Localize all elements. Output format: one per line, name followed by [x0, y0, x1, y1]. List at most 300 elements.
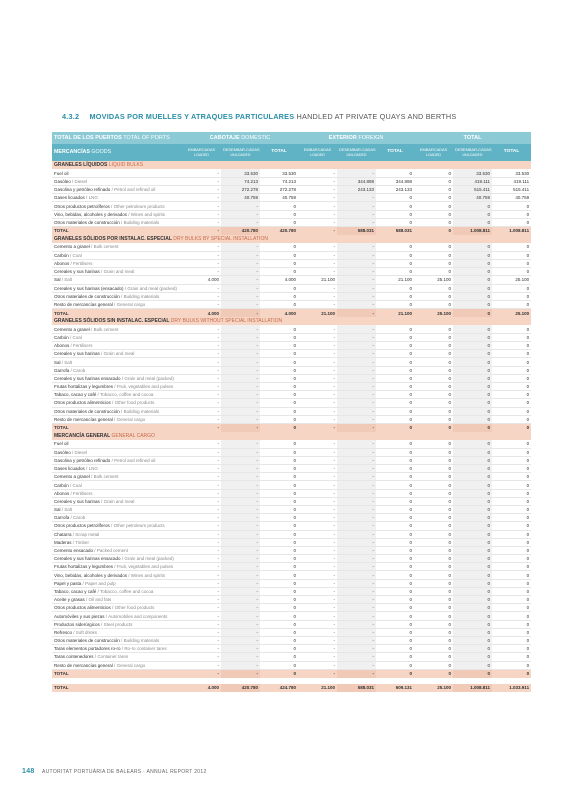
value-cell: 0	[453, 309, 492, 317]
value-cell: -	[337, 546, 376, 554]
value-cell: -	[337, 571, 376, 579]
value-cell: -	[337, 391, 376, 399]
table-row	[52, 358, 531, 366]
table-row	[52, 186, 531, 194]
value-cell: 0	[376, 243, 414, 251]
value-cell: 0	[453, 415, 492, 423]
value-cell: -	[182, 465, 221, 473]
value-cell: 0	[376, 473, 414, 481]
value-cell: -	[298, 350, 337, 358]
value-cell: 0	[376, 448, 414, 456]
value-cell: 0	[376, 514, 414, 522]
value-cell: -	[182, 505, 221, 513]
value-cell: -	[298, 325, 337, 333]
table-row	[52, 284, 531, 292]
value-cell: -	[298, 653, 337, 661]
value-cell: -	[337, 407, 376, 415]
value-cell: 0	[492, 251, 531, 259]
value-cell: 0	[414, 210, 453, 218]
row-label: Carbón / Coal	[52, 333, 182, 341]
value-cell: -	[182, 415, 221, 423]
value-cell: -	[221, 645, 260, 653]
value-cell: -	[337, 596, 376, 604]
value-cell: 0	[414, 481, 453, 489]
grand-total-row	[52, 684, 531, 692]
value-cell: -	[182, 177, 221, 185]
value-cell: 0	[453, 333, 492, 341]
value-cell: 0	[260, 530, 298, 538]
value-cell: 420.780	[221, 227, 260, 235]
value-cell: -	[298, 546, 337, 554]
value-cell: -	[182, 645, 221, 653]
value-cell: -	[337, 448, 376, 456]
row-label: Maderas / Timber	[52, 538, 182, 546]
value-cell: 0	[260, 407, 298, 415]
row-label: Cereales y sus harinas ensacado / Grain and meal (packed)	[52, 374, 182, 382]
value-cell: 0	[260, 628, 298, 636]
value-cell: 0	[376, 342, 414, 350]
value-cell: 0	[260, 440, 298, 448]
table-row	[52, 661, 531, 669]
value-cell: 25.100	[414, 309, 453, 317]
row-label: Otros productos alimenticios / Other food products	[52, 604, 182, 612]
value-cell: 0	[260, 481, 298, 489]
value-cell: -	[221, 407, 260, 415]
category-row	[52, 235, 531, 243]
value-cell: 0	[492, 579, 531, 587]
value-cell: -	[182, 587, 221, 595]
value-cell: 0	[414, 620, 453, 628]
value-cell: 0	[453, 300, 492, 308]
value-cell: 0	[260, 604, 298, 612]
value-cell: 0	[414, 571, 453, 579]
value-cell: 0	[492, 636, 531, 644]
value-cell: 1.008.811	[453, 684, 492, 692]
value-cell: 0	[492, 342, 531, 350]
table-row	[52, 374, 531, 382]
table-row	[52, 628, 531, 636]
table-row	[52, 497, 531, 505]
value-cell: -	[221, 210, 260, 218]
value-cell: -	[182, 268, 221, 276]
page-number: 148	[22, 768, 35, 775]
value-cell: -	[337, 555, 376, 563]
value-cell: 0	[453, 366, 492, 374]
value-cell: -	[298, 620, 337, 628]
value-cell: 0	[414, 333, 453, 341]
value-cell: 0	[453, 546, 492, 554]
value-cell: -	[221, 579, 260, 587]
value-cell: -	[298, 423, 337, 431]
value-cell: 0	[492, 563, 531, 571]
value-cell: -	[337, 243, 376, 251]
value-cell: 0	[260, 292, 298, 300]
value-cell: 33.530	[492, 169, 531, 177]
table-row	[52, 514, 531, 522]
value-cell: 419.111	[492, 177, 531, 185]
value-cell: -	[182, 382, 221, 390]
value-cell: -	[337, 612, 376, 620]
value-cell: 0	[260, 514, 298, 522]
value-cell: -	[337, 218, 376, 226]
value-cell: -	[221, 563, 260, 571]
value-cell: -	[221, 587, 260, 595]
value-cell: 0	[376, 300, 414, 308]
value-cell: -	[182, 596, 221, 604]
value-cell: 0	[492, 202, 531, 210]
value-cell: 0	[492, 300, 531, 308]
value-cell: -	[182, 620, 221, 628]
value-cell: 0	[260, 563, 298, 571]
header-col-total: TOTAL	[260, 144, 298, 161]
header-row-groups	[52, 132, 531, 144]
value-cell: -	[298, 407, 337, 415]
value-cell: -	[298, 391, 337, 399]
value-cell: 0	[376, 530, 414, 538]
value-cell: -	[337, 169, 376, 177]
value-cell: -	[298, 636, 337, 644]
row-label: Aceite y grasas / Oil and fats	[52, 596, 182, 604]
value-cell: 0	[492, 407, 531, 415]
value-cell: -	[298, 251, 337, 259]
table-row	[52, 407, 531, 415]
value-cell: 33.530	[221, 169, 260, 177]
value-cell: 0	[453, 456, 492, 464]
value-cell: 40.759	[453, 194, 492, 202]
value-cell: -	[337, 505, 376, 513]
value-cell: 0	[492, 391, 531, 399]
value-cell: 0	[414, 169, 453, 177]
value-cell: 0	[492, 546, 531, 554]
value-cell: 0	[260, 382, 298, 390]
value-cell: 0	[453, 284, 492, 292]
value-cell: -	[182, 325, 221, 333]
value-cell: -	[337, 210, 376, 218]
table-row	[52, 243, 531, 251]
value-cell: 0	[492, 596, 531, 604]
value-cell: 0	[453, 399, 492, 407]
value-cell: 0	[492, 514, 531, 522]
value-cell: -	[221, 325, 260, 333]
value-cell: -	[337, 276, 376, 284]
row-label: Chatarra / Scrap metal	[52, 530, 182, 538]
value-cell: -	[298, 505, 337, 513]
value-cell: 0	[492, 571, 531, 579]
value-cell: 0	[260, 366, 298, 374]
value-cell: -	[221, 251, 260, 259]
value-cell: -	[337, 374, 376, 382]
row-label: Otros productos alimenticios / Other food products	[52, 399, 182, 407]
value-cell: 0	[376, 284, 414, 292]
value-cell: -	[298, 465, 337, 473]
value-cell: -	[182, 579, 221, 587]
row-label: Resto de mercancías general / General cargo	[52, 300, 182, 308]
value-cell: -	[182, 399, 221, 407]
value-cell: 0	[492, 497, 531, 505]
row-label: Productos siderúrgicos / Steel products	[52, 620, 182, 628]
value-cell: 0	[376, 440, 414, 448]
value-cell: 0	[414, 473, 453, 481]
value-cell: -	[298, 555, 337, 563]
value-cell: -	[182, 358, 221, 366]
value-cell: -	[182, 350, 221, 358]
value-cell: -	[337, 333, 376, 341]
header-col-total: TOTAL	[492, 144, 531, 161]
value-cell: 0	[376, 604, 414, 612]
value-cell: -	[221, 555, 260, 563]
value-cell: 0	[260, 522, 298, 530]
row-label: Abonos / Fertilisers	[52, 259, 182, 267]
value-cell: -	[298, 489, 337, 497]
value-cell: 344.898	[337, 177, 376, 185]
value-cell: -	[298, 456, 337, 464]
value-cell: -	[182, 300, 221, 308]
value-cell: 0	[453, 218, 492, 226]
value-cell: -	[337, 284, 376, 292]
grand-total-label: TOTAL	[52, 684, 182, 692]
value-cell: -	[221, 514, 260, 522]
row-label: Resto de mercancías general / General cargo	[52, 415, 182, 423]
value-cell: 0	[260, 505, 298, 513]
value-cell: 0	[376, 268, 414, 276]
value-cell: -	[221, 620, 260, 628]
value-cell: -	[182, 423, 221, 431]
table-row	[52, 587, 531, 595]
value-cell: 0	[376, 505, 414, 513]
value-cell: 0	[414, 350, 453, 358]
value-cell: 0	[414, 579, 453, 587]
value-cell: 0	[414, 653, 453, 661]
value-cell: -	[337, 456, 376, 464]
value-cell: 0	[453, 350, 492, 358]
value-cell: 0	[414, 358, 453, 366]
table-row	[52, 636, 531, 644]
value-cell: -	[182, 333, 221, 341]
value-cell: -	[337, 530, 376, 538]
value-cell: 0	[453, 612, 492, 620]
value-cell: -	[337, 587, 376, 595]
value-cell: 0	[453, 645, 492, 653]
value-cell: 0	[260, 636, 298, 644]
value-cell: 0	[414, 596, 453, 604]
row-label: Cereales y sus harinas ensacado / Grain and meal (packed)	[52, 555, 182, 563]
value-cell: 0	[260, 350, 298, 358]
header-col-total: TOTAL	[376, 144, 414, 161]
value-cell: -	[182, 604, 221, 612]
value-cell: 21.100	[298, 276, 337, 284]
value-cell: -	[337, 350, 376, 358]
value-cell: 0	[414, 374, 453, 382]
value-cell: 0	[260, 259, 298, 267]
table-row	[52, 415, 531, 423]
value-cell: 25.100	[414, 684, 453, 692]
row-label: Fuel oil	[52, 440, 182, 448]
row-label: Cemento a granel / Bulk cement	[52, 473, 182, 481]
value-cell: 0	[492, 259, 531, 267]
value-cell: 0	[453, 325, 492, 333]
value-cell: 0	[492, 473, 531, 481]
value-cell: 0	[453, 210, 492, 218]
value-cell: 0	[414, 514, 453, 522]
value-cell: 0	[260, 571, 298, 579]
header-unloaded: DESEMBAR-CADAS UNLOADED	[337, 144, 376, 161]
row-label: Automóviles y sus piezas / Automobiles and components	[52, 612, 182, 620]
value-cell: -	[298, 374, 337, 382]
value-cell: -	[298, 473, 337, 481]
value-cell: -	[298, 587, 337, 595]
table-row	[52, 325, 531, 333]
row-label: Refresco / Soft drinks	[52, 628, 182, 636]
section-title	[62, 112, 456, 121]
value-cell: -	[298, 440, 337, 448]
row-label: Cemento a granel / Bulk cement	[52, 243, 182, 251]
value-cell: -	[182, 628, 221, 636]
value-cell: -	[182, 669, 221, 677]
value-cell: -	[182, 292, 221, 300]
value-cell: 0	[376, 374, 414, 382]
row-label: Cereales y sus harinas (ensacado) / Grain and meal (packed)	[52, 284, 182, 292]
category-title: GRANELES SÓLIDOS SIN INSTALAC. ESPECIAL DRY BULKS WITHOUT SPECIAL INSTALLATION	[52, 317, 531, 325]
value-cell: 0	[492, 448, 531, 456]
value-cell: 0	[414, 251, 453, 259]
value-cell: -	[182, 186, 221, 194]
value-cell: 0	[453, 636, 492, 644]
value-cell: 609.131	[376, 684, 414, 692]
table-row	[52, 620, 531, 628]
value-cell: 0	[260, 448, 298, 456]
value-cell: -	[337, 382, 376, 390]
value-cell: 21.100	[376, 309, 414, 317]
row-label: Otros materiales de construcción / Building materials	[52, 636, 182, 644]
value-cell: -	[182, 218, 221, 226]
value-cell: 0	[414, 530, 453, 538]
value-cell: -	[221, 358, 260, 366]
value-cell: 515.411	[492, 186, 531, 194]
value-cell: 0	[260, 456, 298, 464]
value-cell: -	[221, 530, 260, 538]
value-cell: -	[182, 391, 221, 399]
value-cell: 0	[492, 481, 531, 489]
table-row	[52, 653, 531, 661]
value-cell: 21.100	[298, 684, 337, 692]
value-cell: 0	[414, 636, 453, 644]
value-cell: 0	[492, 669, 531, 677]
value-cell: 0	[260, 284, 298, 292]
value-cell: -	[298, 243, 337, 251]
value-cell: 0	[376, 423, 414, 431]
value-cell: 0	[453, 259, 492, 267]
value-cell: 0	[414, 284, 453, 292]
value-cell: -	[221, 268, 260, 276]
value-cell: -	[221, 669, 260, 677]
table-row	[52, 177, 531, 185]
value-cell: -	[221, 243, 260, 251]
value-cell: 33.530	[260, 169, 298, 177]
value-cell: 0	[414, 563, 453, 571]
category-title: MERCANCÍA GENERAL GENERAL CARGO	[52, 432, 531, 440]
row-label: Otros materiales de construcción / Building materials	[52, 407, 182, 415]
value-cell: -	[337, 481, 376, 489]
value-cell: -	[298, 604, 337, 612]
value-cell: 0	[492, 505, 531, 513]
row-label: Vino, bebidas, alcoholes y derivados / Wines and spirits	[52, 571, 182, 579]
table-row	[52, 530, 531, 538]
value-cell: -	[182, 243, 221, 251]
value-cell: -	[337, 620, 376, 628]
value-cell: 0	[453, 563, 492, 571]
value-cell: -	[182, 194, 221, 202]
value-cell: -	[337, 300, 376, 308]
value-cell: 40.759	[221, 194, 260, 202]
value-cell: -	[337, 399, 376, 407]
section-total-row	[52, 669, 531, 677]
value-cell: -	[298, 210, 337, 218]
table-row	[52, 612, 531, 620]
value-cell: -	[221, 374, 260, 382]
value-cell: 0	[260, 342, 298, 350]
value-cell: -	[182, 546, 221, 554]
value-cell: 0	[260, 423, 298, 431]
value-cell: -	[337, 325, 376, 333]
row-label: Tabaco, cacao y café / Tobacco, coffee and cocoa	[52, 391, 182, 399]
row-label: Gasolina y petróleo refinado / Petrol and refined oil	[52, 186, 182, 194]
value-cell: -	[337, 423, 376, 431]
value-cell: 0	[376, 645, 414, 653]
value-cell: 0	[260, 399, 298, 407]
row-label: Gases licuados / LNG	[52, 465, 182, 473]
value-cell: 0	[492, 218, 531, 226]
table-row	[52, 505, 531, 513]
row-label: Otros materiales de construcción / Building materials	[52, 218, 182, 226]
value-cell: 0	[453, 661, 492, 669]
section-total-row	[52, 309, 531, 317]
value-cell: 0	[453, 514, 492, 522]
value-cell: -	[337, 358, 376, 366]
value-cell: -	[221, 628, 260, 636]
value-cell: 0	[376, 555, 414, 563]
table-row	[52, 292, 531, 300]
value-cell: 0	[260, 202, 298, 210]
value-cell: 40.759	[492, 194, 531, 202]
value-cell: -	[337, 415, 376, 423]
table-row	[52, 300, 531, 308]
row-label: Abonos / Fertilisers	[52, 489, 182, 497]
table-row	[52, 194, 531, 202]
value-cell: 0	[414, 661, 453, 669]
value-cell: 0	[492, 555, 531, 563]
category-title: GRANELES SÓLIDOS POR INSTALAC. ESPECIAL DRY BULKS BY SPECIAL INSTALLATION	[52, 235, 531, 243]
value-cell: -	[182, 284, 221, 292]
value-cell: 0	[260, 218, 298, 226]
value-cell: 0	[414, 497, 453, 505]
row-label: Frutas hortalizas y legumbres / Fruit, vegetables and pulses	[52, 382, 182, 390]
value-cell: 0	[260, 268, 298, 276]
row-label: Gasolina y petróleo refinado / Petrol and refined oil	[52, 456, 182, 464]
value-cell: 0	[453, 653, 492, 661]
value-cell: 0	[260, 620, 298, 628]
value-cell: -	[298, 497, 337, 505]
value-cell: 0	[414, 177, 453, 185]
value-cell: 0	[453, 382, 492, 390]
value-cell: 0	[376, 194, 414, 202]
value-cell: -	[337, 653, 376, 661]
value-cell: 0	[376, 522, 414, 530]
table-row	[52, 391, 531, 399]
value-cell: 0	[453, 358, 492, 366]
table-row	[52, 218, 531, 226]
table-row	[52, 399, 531, 407]
row-label: Taras contenedores / Container tares	[52, 653, 182, 661]
